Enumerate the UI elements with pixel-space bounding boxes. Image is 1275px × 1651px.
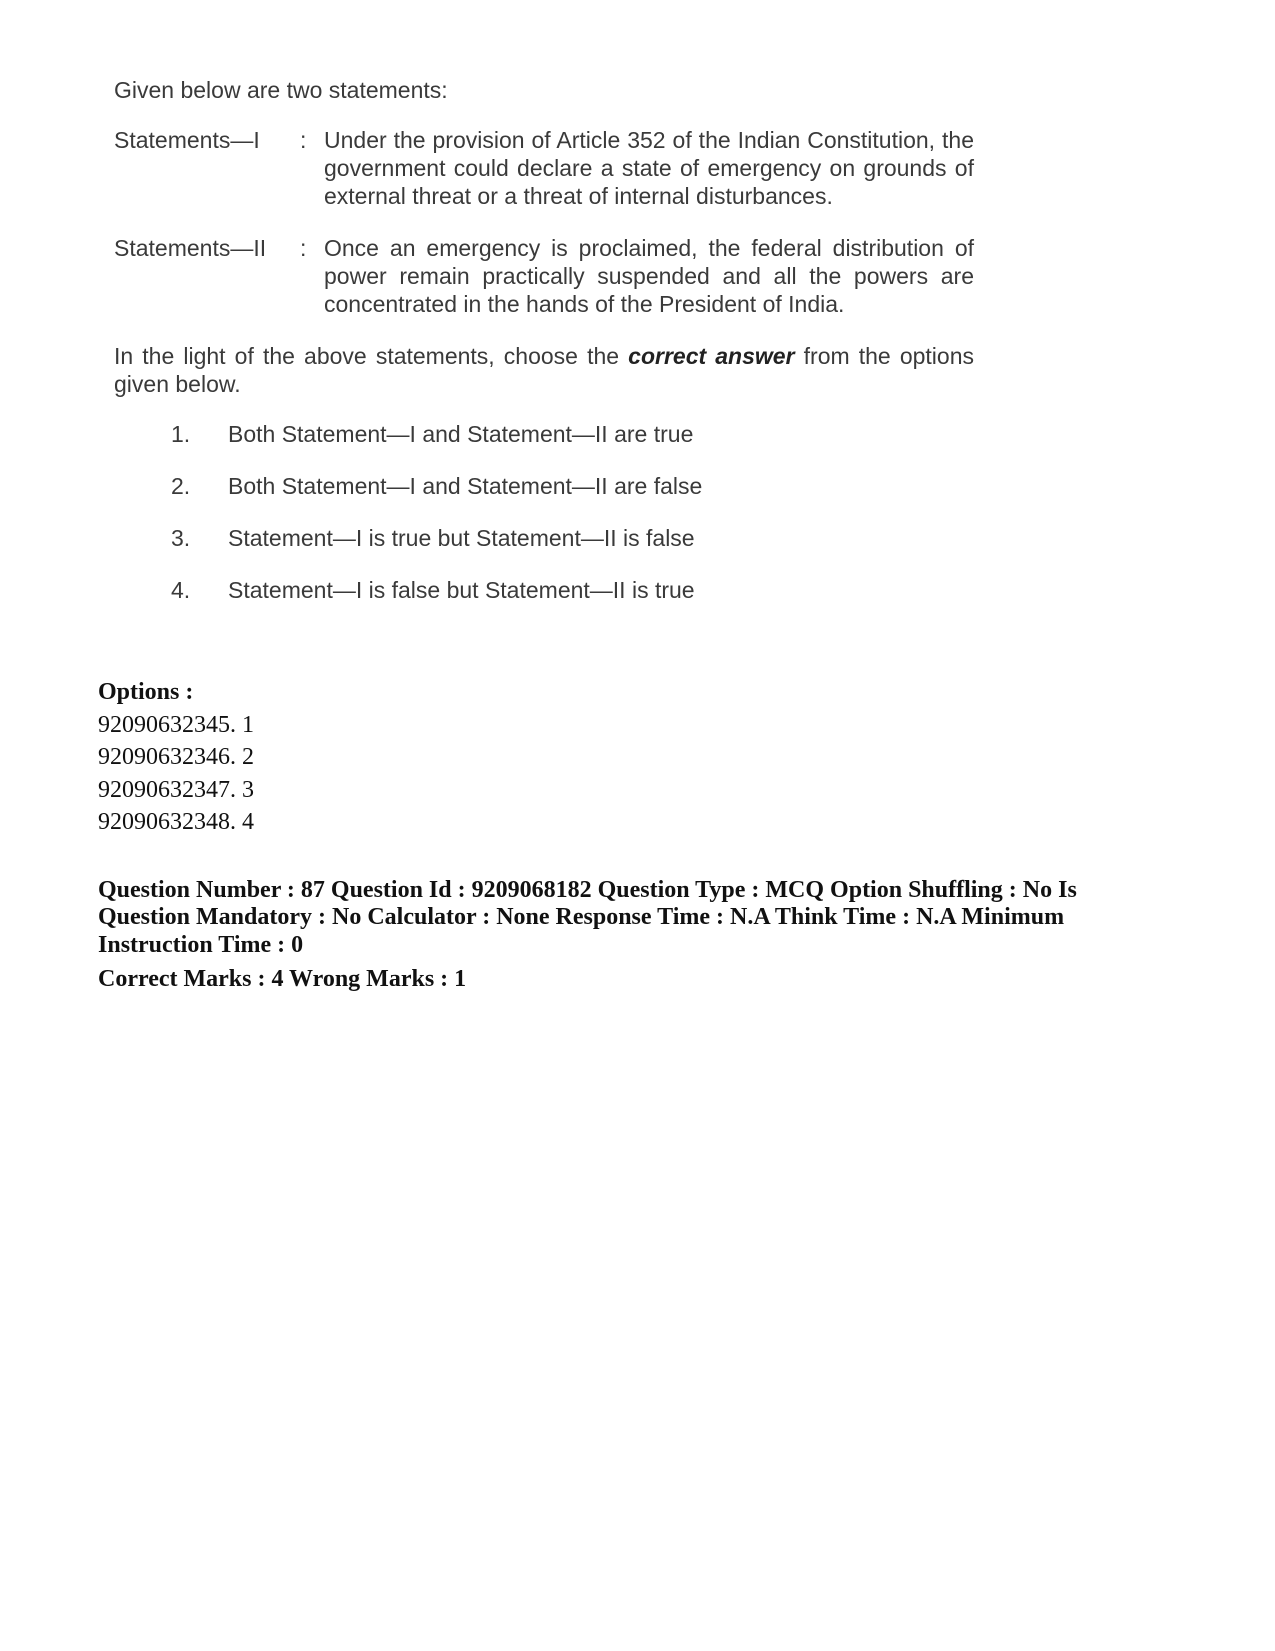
option-id-line: 92090632346. 2 <box>98 744 254 770</box>
choice-text: Statement—I is true but Statement—II is false <box>228 525 695 551</box>
statement-2 <box>114 234 974 318</box>
next-question-marks: Correct Marks : 4 Wrong Marks : 1 <box>98 966 467 992</box>
options-title: Options : <box>98 679 194 705</box>
prompt-before: In the light of the above statements, choose the <box>114 343 629 369</box>
choice-number: 1. <box>171 421 191 447</box>
choice-number: 3. <box>171 525 191 551</box>
choice-item <box>114 420 974 472</box>
question-prompt <box>114 342 974 398</box>
answer-metadata <box>98 676 1198 996</box>
question-content <box>114 76 974 628</box>
choice-text: Both Statement—I and Statement—II are false <box>228 473 703 499</box>
statement-colon: : <box>300 127 307 153</box>
statement-label: Statements—II <box>114 235 267 261</box>
option-id-line: 92090632348. 4 <box>98 809 254 835</box>
choice-text: Statement—I is false but Statement—II is true <box>228 577 695 603</box>
statement-text: Under the provision of Article 352 of the Indian Constitution, the government could declare a state of emergency on grounds of external threat or a threat of internal disturbances. <box>324 127 974 209</box>
statement-text: Once an emergency is proclaimed, the federal distribution of power remain practically suspended and all the powers are concentrated in the hands of the President of India. <box>324 235 974 317</box>
choice-item <box>114 524 974 576</box>
option-id-line: 92090632345. 1 <box>98 711 254 738</box>
statement-colon: : <box>300 235 307 261</box>
choice-text: Both Statement—I and Statement—II are true <box>228 421 694 447</box>
prompt-after: from the options given below. <box>114 343 974 397</box>
statement-1 <box>114 126 974 210</box>
prompt-emphasis: correct answer <box>628 343 795 369</box>
choice-number: 2. <box>171 473 191 499</box>
choice-number: 4. <box>171 577 191 603</box>
statement-label: Statements—I <box>114 127 260 153</box>
choice-item <box>114 576 974 628</box>
next-question-info: Question Number : 87 Question Id : 9209068182 Question Type : MCQ Option Shuffling : No Is Question Mandatory : No Calculator : None Response Time : N.A Think Time : N.A Minimum Instruction Time : 0 <box>98 876 1077 958</box>
choice-list <box>114 420 974 628</box>
choice-item <box>114 472 974 524</box>
question-intro: Given below are two statements: <box>114 77 448 103</box>
option-id-line: 92090632347. 3 <box>98 776 254 803</box>
